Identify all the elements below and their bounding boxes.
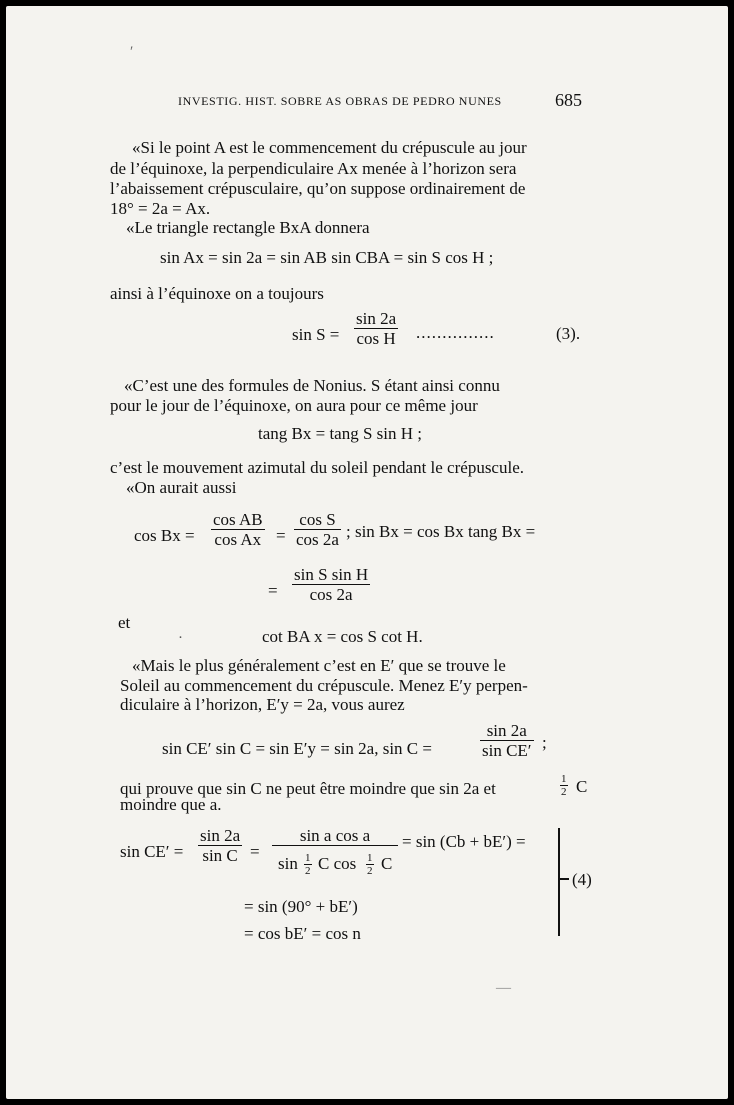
equation-cot: cot BA x = cos S cot H.	[262, 627, 423, 646]
stray-mark: ʹ	[130, 44, 134, 60]
brace-icon	[558, 828, 560, 936]
fraction-numerator: sin S sin H	[294, 565, 369, 584]
fraction-numerator: 1	[561, 773, 567, 785]
brace-tip-icon	[559, 878, 569, 880]
fraction-denominator: cos 2a	[296, 530, 339, 549]
text-c: C	[576, 777, 588, 796]
text-line: diculaire à l’horizon, E′y = 2a, vous aurez	[120, 695, 405, 714]
leader-dots: ...............	[416, 323, 495, 342]
fraction-half	[560, 773, 568, 798]
equals-sign: =	[276, 526, 286, 545]
equation-3-fraction	[354, 309, 398, 348]
equation-sinbx: ; sin Bx = cos Bx tang Bx =	[346, 522, 536, 541]
fraction-numerator: sin a cos a	[272, 826, 398, 846]
fraction-denominator: cos 2a	[309, 585, 353, 604]
fraction-denominator: cos H	[356, 329, 396, 348]
fraction-numerator: sin 2a	[200, 826, 241, 845]
denominator-c: C	[381, 854, 393, 873]
fraction-half	[304, 852, 312, 877]
equation-1: sin Ax = sin 2a = sin AB sin CBA = sin S cos H ;	[160, 248, 494, 267]
fraction-coss	[294, 510, 341, 549]
fraction-numerator: cos S	[294, 510, 341, 530]
stray-mark: ·	[178, 630, 183, 646]
text-line: 18° = 2a = Ax.	[110, 199, 211, 218]
stray-mark: —	[496, 980, 511, 996]
text-line: «C’est une des formules de Nonius. S étant ainsi connu	[124, 376, 500, 395]
text-line: et	[118, 613, 131, 632]
fraction-numerator: 1	[367, 852, 373, 864]
fraction-sin2a-sinc	[198, 826, 242, 865]
fraction-numerator: sin 2a	[356, 309, 397, 328]
equation-3-lhs: sin S =	[292, 325, 340, 344]
fraction-denominator: 2	[367, 865, 373, 877]
fraction-denominator: 2	[305, 865, 311, 877]
text-line: l’abaissement crépusculaire, qu’on suppose ordinairement de	[110, 179, 526, 198]
fraction-numerator: sin 2a	[480, 721, 534, 741]
denominator-sin: sin	[278, 854, 298, 873]
fraction-denominator: sin C	[202, 846, 238, 865]
fraction-numerator: 1	[305, 852, 311, 864]
text-line: ainsi à l’équinoxe on a toujours	[110, 284, 324, 303]
page-number: 685	[555, 90, 582, 110]
equation-tag: (4)	[572, 870, 592, 889]
equation-4-lhs: sin CE′ =	[120, 842, 184, 861]
text-line: «Mais le plus généralement c’est en E′ que se trouve le	[132, 656, 506, 675]
text-line: c’est le mouvement azimutal du soleil pendant le crépuscule.	[110, 458, 524, 477]
equation-tang: tang Bx = tang S sin H ;	[258, 424, 423, 443]
text-line: de l’équinoxe, la perpendiculaire Ax menée à l’horizon sera	[110, 159, 517, 178]
semicolon: ;	[542, 733, 547, 752]
fraction-denominator: 2	[561, 786, 567, 798]
equation-4-rest: = sin (Cb + bE′) =	[402, 832, 526, 851]
equation-4-line3: = cos bE′ = cos n	[244, 924, 361, 943]
text-line: «On aurait aussi	[126, 478, 237, 497]
fraction-half	[366, 852, 374, 877]
text-line: moindre que a.	[120, 795, 222, 814]
text-line: Soleil au commencement du crépuscule. Menez E′y perpen-	[120, 676, 528, 695]
fraction-sinssinh	[292, 565, 370, 604]
text-line: qui prouve que sin C ne peut être moindre que sin 2a et	[120, 779, 496, 798]
fraction-denominator: cos Ax	[214, 530, 262, 549]
fraction-sin2a-since	[480, 721, 534, 760]
equation-since-main: sin CE′ sin C = sin E′y = sin 2a, sin C =	[162, 739, 432, 758]
equation-4-line2: = sin (90° + bE′)	[244, 897, 358, 916]
text-line: «Si le point A est le commencement du crépuscule au jour	[132, 138, 527, 157]
denominator-ccos: C cos	[318, 854, 357, 873]
fraction-cosab	[211, 510, 265, 549]
fraction-denominator: sin CE′	[482, 741, 532, 760]
book-page	[6, 6, 728, 1099]
fraction-numerator: cos AB	[213, 510, 263, 529]
equation-tag: (3).	[556, 324, 581, 343]
fraction-sinacosa	[272, 826, 398, 846]
equals-sign: =	[268, 581, 278, 600]
text-line: «Le triangle rectangle BxA donnera	[126, 218, 370, 237]
equals-sign: =	[250, 842, 260, 861]
text-line: pour le jour de l’équinoxe, on aura pour ce même jour	[110, 396, 478, 415]
running-header: INVESTIG. HIST. SOBRE AS OBRAS DE PEDRO NUNES	[178, 94, 502, 108]
equation-cosbx-lhs: cos Bx =	[134, 526, 195, 545]
